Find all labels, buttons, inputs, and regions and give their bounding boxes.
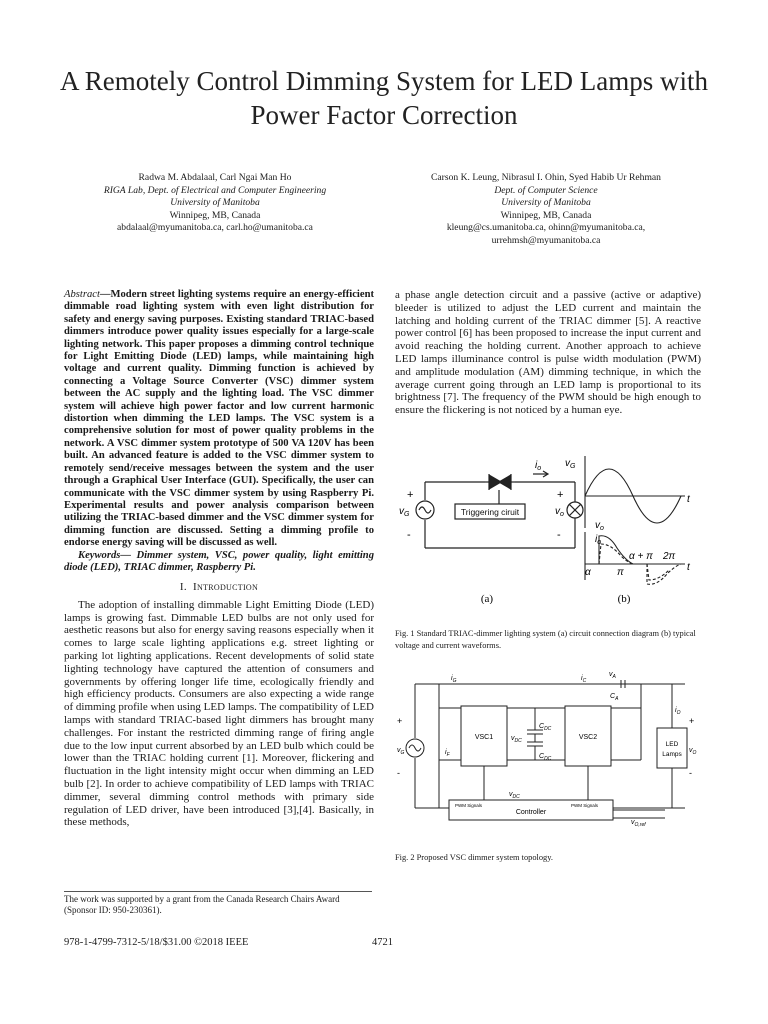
pwm-signals-label: PWM Signals: [455, 803, 483, 808]
author-affiliation: Dept. of Computer Science: [494, 184, 598, 196]
pwm-signals-label: PWM Signals: [571, 803, 599, 808]
triggering-label: Triggering ciruit: [460, 507, 520, 517]
author-email: abdalaal@myumanitoba.ca, carl.ho@umanitoba.ca: [117, 222, 313, 234]
figure-1: [395, 452, 705, 604]
paper-title: A Remotely Control Dimming System for LED Lamps with Power Factor Correction: [60, 66, 708, 130]
vo-label: $v_o$: [555, 506, 564, 518]
cdc-label: $C_{DC}$: [539, 723, 552, 732]
led-label: LED: [665, 741, 679, 748]
io-wave-label: $i_o$: [595, 534, 602, 546]
author-city: Winnipeg, MB, Canada: [500, 209, 592, 221]
plus-sign: +: [407, 489, 414, 501]
fig1b-label: (b): [617, 593, 631, 604]
vg-label: $v_G$: [397, 747, 405, 756]
figure-1-caption: Fig. 1 Standard TRIAC-dimmer lighting system (a) circuit connection diagram (b) typical voltage and current waveforms.: [395, 629, 696, 650]
two-pi-label: 2π: [663, 551, 676, 562]
plus-sign: +: [689, 716, 695, 726]
vsc1-label: VSC1: [474, 734, 494, 741]
abstract-dash: —: [99, 289, 111, 300]
minus-sign: -: [689, 768, 692, 778]
author-city: Winnipeg, MB, Canada: [169, 209, 261, 221]
va-label: $v_A$: [609, 671, 616, 680]
keywords-lead: Keywords: [78, 549, 121, 561]
intro-paragraph: The adoption of installing dimmable Light Emitting Diode (LED) lamps is growing fast. Dimmable LED bulbs are not only used for aesthetic reasons but also for energy saving reasons especially when it comes to large scale lighting applications e.g. street lighting or parking lot lighting applications. Recent developments of solid state lighting technology have captured the attention of consumers and governments by offering longer life time, ecologically friendly and high efficiency products. Consumers are also expecting a wide range of dimming profile when using LED lamps. The compatibility of LED lamps with standard TRIAC-based light dimmers has brought many challenges. For instant the restricted dimming range of firing angle due to the low input current absorbed by an LED bulb which could be lower than the TRIAC holding current [1]. Moreover, flickering and fluctuation in the light intensity might occur when dimming an LED bulb [2]. In order to achieve compatibility of LED lamps with TRIAC dimmer, several dimming control methods with primary side regulation of LED driver, have been introduced [3],[4]. Basically, in these methods,: [64, 598, 374, 829]
plus-sign: +: [557, 489, 564, 501]
ic-label: $i_C$: [581, 675, 587, 684]
io-label: $i_O$: [675, 707, 681, 716]
vo-wave-label: $v_o$: [595, 520, 604, 532]
author-email-2: urrehmsh@myumanitoba.ca: [491, 234, 601, 246]
left-column: [64, 289, 374, 829]
abstract: [64, 289, 374, 550]
if-label: $i_F$: [445, 749, 450, 758]
fig1a-label: (a): [480, 593, 494, 604]
alpha-pi-label: α + π: [629, 551, 653, 562]
vo-label: $v_O$: [689, 747, 697, 756]
right-column-text: [395, 289, 701, 417]
minus-sign: -: [557, 529, 561, 541]
figure-1b-waveforms: [585, 456, 685, 584]
lamps-label: Lamps: [662, 751, 682, 758]
ig-label: $i_G$: [451, 675, 457, 684]
figure-2: [395, 668, 705, 838]
cdc-label-2: $C_{DC}$: [539, 753, 552, 762]
t-axis-label: t: [687, 494, 690, 505]
alpha-label: α: [585, 567, 591, 578]
section-title: Introduction: [193, 581, 259, 594]
controller-label: Controller: [515, 809, 547, 816]
pi-label: π: [617, 567, 624, 578]
led-lamps-box: [657, 728, 687, 768]
author-names: Carson K. Leung, Nibrasul I. Ohin, Syed Habib Ur Rehman: [431, 172, 661, 183]
vo-waveform: [599, 536, 633, 564]
vg-axis-label: $v_G$: [565, 458, 576, 470]
vdc-label-2: $v_{DC}$: [509, 791, 520, 800]
section-number: I.: [179, 581, 187, 594]
author-university: University of Manitoba: [501, 197, 591, 209]
keywords: [64, 550, 374, 575]
ca-label: $C_A$: [610, 693, 619, 702]
abstract-text: Modern street lighting systems require an energy-efficient dimmable road lighting system with even light distribution for safety and energy saving purposes. Existing standard TRIAC-based dimmers introduce power quality issues especially for a large-scale lighting network. This paper proposes a dimming control technique for Light Emitting Diode (LED) lamps, while maintaining high voltage and current quality. Dimming function is achieved by connecting a Voltage Source Converter (VSC) dimmer system between the AC supply and the lighting load. The VSC dimmer system will achieve high power factor and low current harmonic distortion when dimming the LED lamps. The VSC system is a comprehensive solution for most of power quality problems in the network. A VSC dimmer system prototype of 500 VA 120V has been built. An advanced feature is added to the VSC dimmer system to remotely send/receive messages between the system and the user through a Graphical User Interface (GUI). Specifically, the user can communicate with the VSC dimmer system by using Raspberry Pi. Experimental results and power analysis comparison between utilizing the TRIAC-based dimmer and the VSC dimmer system for dimming function are discussed. Setting a dimming profile to endorse energy saving will be discussed as well.: [64, 289, 374, 549]
minus-sign: -: [407, 529, 411, 541]
isbn-footer: 978-1-4799-7312-5/18/$31.00 ©2018 IEEE: [64, 937, 249, 948]
vdc-label: $v_{DC}$: [511, 735, 522, 744]
section-heading: [64, 581, 374, 593]
author-university: University of Manitoba: [170, 197, 260, 209]
plus-sign: +: [397, 716, 403, 726]
author-names: Radwa M. Abdalaal, Carl Ngai Man Ho: [138, 172, 292, 183]
author-block-right: [382, 172, 710, 248]
vo-ref-label: $v_{O,ref}$: [631, 819, 646, 828]
footnote: The work was supported by a grant from the Canada Research Chairs Award (Sponsor ID: 950-230361).: [64, 894, 340, 915]
right-paragraph: a phase angle detection circuit and a passive (active or adaptive) bleeder is utilized to adjust the LED current and maintain the latching and holding current of the TRIAC dimmer [5]. A reactive power control [6] has been proposed to increase the input current and avoid reaching the holding current. Another approach to achieve LED lamps illuminance control is pulse width modulation (PWM) and amplitude modulation (AM) dimming technique, in which the average current going through an LED lamp is proportional to its brightness [7]. The frequency of the PWM should be high enough to ensure the flickering is not noticed by a human eye.: [395, 289, 701, 417]
author-email: kleung@cs.umanitoba.ca, ohinn@myumanitoba.ca,: [446, 222, 646, 234]
io-label: $i_o$: [535, 460, 542, 472]
t-axis-label: t: [687, 562, 690, 573]
vg-label: $v_G$: [399, 506, 410, 518]
minus-sign: -: [397, 768, 400, 778]
keywords-text: — Dimmer system, VSC, power quality, light emitting diode (LED), TRIAC dimmer, Raspberry Pi.: [64, 549, 374, 573]
page-number: 4721: [372, 937, 393, 948]
footnote-divider: [64, 891, 372, 892]
figure-2-caption: Fig. 2 Proposed VSC dimmer system topology.: [395, 853, 553, 862]
abstract-lead: Abstract: [64, 289, 100, 300]
vsc2-label: VSC2: [578, 734, 598, 741]
author-affiliation: RIGA Lab, Dept. of Electrical and Computer Engineering: [103, 184, 327, 196]
author-block-left: [60, 172, 370, 235]
